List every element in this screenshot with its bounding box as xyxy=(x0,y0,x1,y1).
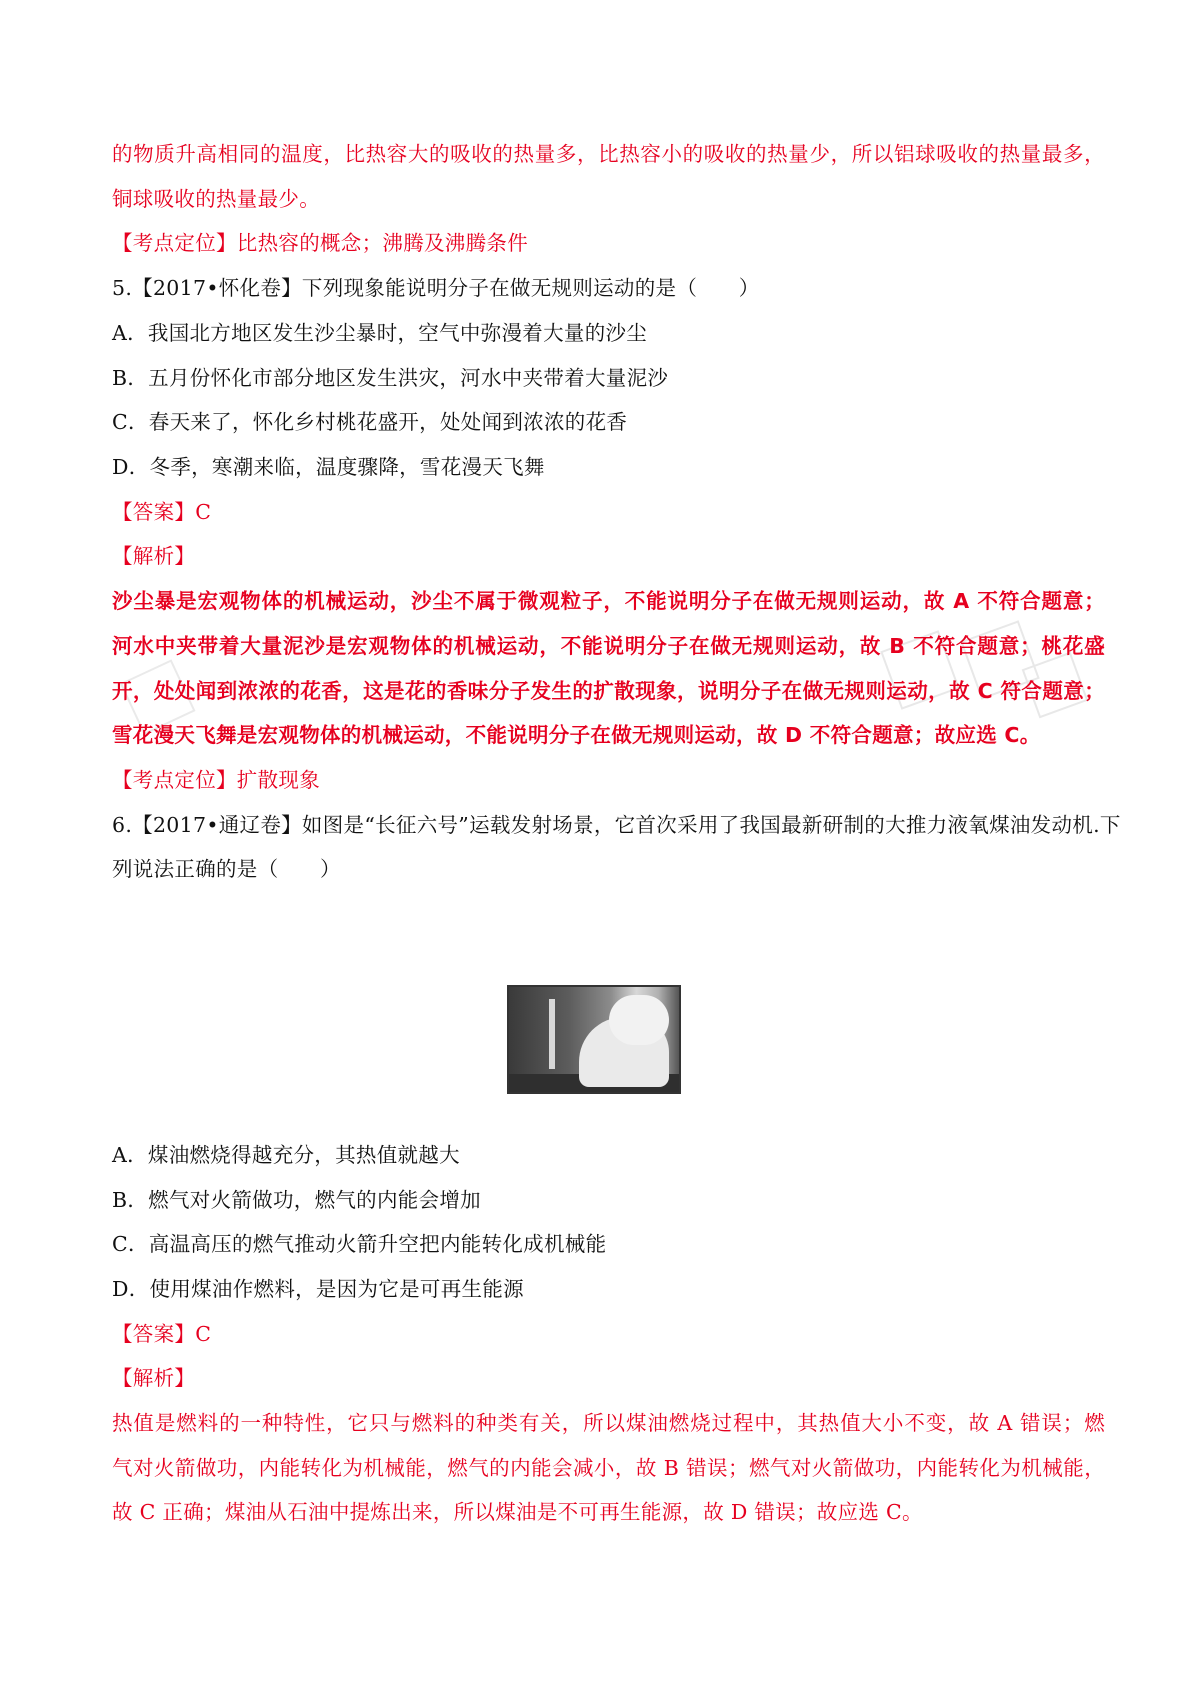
prev-analysis-line-1: 的物质升高相同的温度，比热容大的吸收的热量多，比热容小的吸收的热量少，所以铝球吸收的热量最多， xyxy=(112,142,1105,166)
rocket-launch-image xyxy=(507,985,681,1094)
q6-analysis-line-3: 故 C 正确；煤油从石油中提炼出来，所以煤油是不可再生能源，故 D 错误；故应选 C。 xyxy=(112,1500,923,1524)
q6-analysis-label: 【解析】 xyxy=(112,1366,196,1390)
rocket-shape xyxy=(549,999,555,1069)
q5-option-d: D．冬季，寒潮来临，温度骤降，雪花漫天飞舞 xyxy=(112,455,545,479)
q5-analysis-line-4: 雪花漫天飞舞是宏观物体的机械运动，不能说明分子在做无规则运动，故 D 不符合题意；故应选 C。 xyxy=(112,723,1041,747)
q6-option-a: A．煤油燃烧得越充分，其热值就越大 xyxy=(112,1143,460,1167)
q6-stem-line-2: 列说法正确的是（ ） xyxy=(112,857,341,881)
q5-stem: 5.【2017•怀化卷】下列现象能说明分子在做无规则运动的是（ ） xyxy=(112,276,760,300)
q6-analysis-line-1: 热值是燃料的一种特性，它只与燃料的种类有关，所以煤油燃烧过程中，其热值大小不变，故 A 错误；燃 xyxy=(112,1411,1105,1435)
q6-option-c: C．高温高压的燃气推动火箭升空把内能转化成机械能 xyxy=(112,1232,607,1256)
q6-answer: 【答案】C xyxy=(112,1322,212,1346)
q5-option-a: A．我国北方地区发生沙尘暴时，空气中弥漫着大量的沙尘 xyxy=(112,321,648,345)
q5-analysis-line-2: 河水中夹带着大量泥沙是宏观物体的机械运动，不能说明分子在做无规则运动，故 B 不符合题意；桃花盛 xyxy=(112,634,1105,658)
q6-stem-line-1: 6.【2017•通辽卷】如图是“长征六号”运载发射场景，它首次采用了我国最新研制的大推力液氧煤油发动机.下 xyxy=(112,813,1121,837)
q5-analysis-line-1: 沙尘暴是宏观物体的机械运动，沙尘不属于微观粒子，不能说明分子在做无规则运动，故 A 不符合题意； xyxy=(112,589,1105,613)
q5-analysis-line-3: 开，处处闻到浓浓的花香，这是花的香味分子发生的扩散现象，说明分子在做无规则运动，故 C 符合题意； xyxy=(112,679,1105,703)
q5-analysis-label: 【解析】 xyxy=(112,544,196,568)
prev-key-point: 【考点定位】比热容的概念；沸腾及沸腾条件 xyxy=(112,231,528,255)
rocket-launch-photo xyxy=(497,975,697,1113)
q6-option-d: D．使用煤油作燃料，是因为它是可再生能源 xyxy=(112,1277,524,1301)
q6-option-b: B．燃气对火箭做功，燃气的内能会增加 xyxy=(112,1188,481,1212)
q5-option-c: C．春天来了，怀化乡村桃花盛开，处处闻到浓浓的花香 xyxy=(112,410,628,434)
q5-option-b: B．五月份怀化市部分地区发生洪灾，河水中夹带着大量泥沙 xyxy=(112,366,669,390)
q5-key-point: 【考点定位】扩散现象 xyxy=(112,768,320,792)
prev-analysis-line-2: 铜球吸收的热量最少。 xyxy=(112,187,320,211)
q5-answer: 【答案】C xyxy=(112,500,212,524)
q6-analysis-line-2: 气对火箭做功，内能转化为机械能，燃气的内能会减小，故 B 错误；燃气对火箭做功，内能转化为机械能， xyxy=(112,1456,1105,1480)
